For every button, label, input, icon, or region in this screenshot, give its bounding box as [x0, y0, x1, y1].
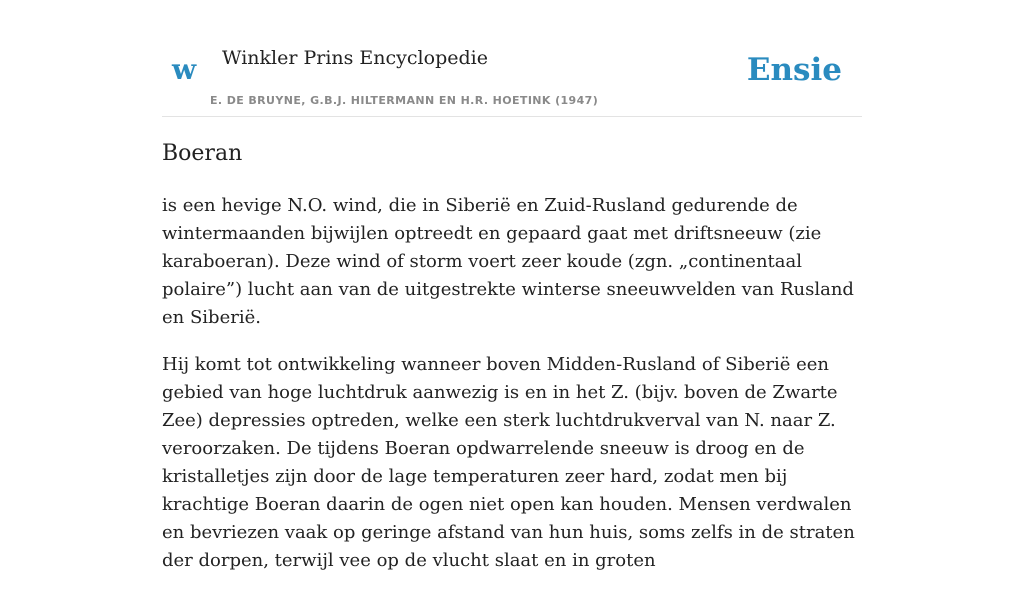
source-title[interactable]: Winkler Prins Encyclopedie	[222, 47, 488, 69]
page-container	[162, 0, 862, 571]
header	[162, 0, 862, 117]
article-body	[162, 192, 862, 594]
article-paragraph: Hij komt tot ontwikkeling wanneer boven Midden-Rusland of Siberië een gebied van hoge luchtdruk aanwezig is en in het Z. (bijv. boven de Zwarte Zee) depressies optreden, welke een sterk luchtdrukverval van N. naar Z. veroorzaken. De tijdens Boeran opdwarrelende sneeuw is droog en de kristalletjes zijn door de lage temperaturen zeer hard, zodat men bij krachtige Boeran daarin de ogen niet open kan houden. Mensen verdwalen en bevriezen vaak op geringe afstand van hun huis, soms zelfs in de straten der dorpen, terwijl vee op de vlucht slaat en in groten	[162, 354, 855, 571]
source-logo[interactable]: w	[172, 53, 197, 86]
source-authors: E. DE BRUYNE, G.B.J. HILTERMANN EN H.R. HOETINK (1947)	[210, 94, 599, 107]
brand-logo[interactable]: Ensie	[746, 52, 842, 88]
article-paragraph: is een hevige N.O. wind, die in Siberië en Zuid-Rusland gedurende de wintermaanden bijwijlen optreedt en gepaard gaat met driftsneeuw (zie karaboeran). Deze wind of storm voert zeer koude (zgn. „continentaal polaire”) lucht aan van de uitgestrekte winterse sneeuwvelden van Rusland en Siberië.	[162, 195, 854, 328]
article-title: Boeran	[162, 141, 243, 166]
